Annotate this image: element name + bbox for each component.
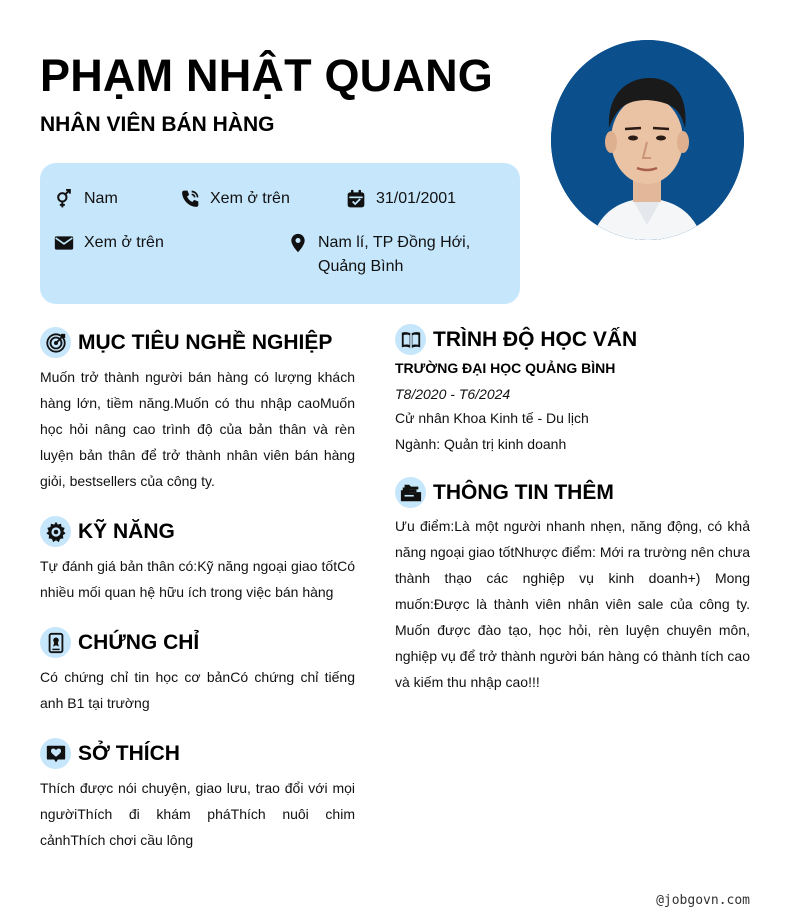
certificates-title: CHỨNG CHỈ	[78, 630, 200, 654]
objective-line: giỏi, bestsellers của công ty.	[40, 473, 215, 489]
gender-value: Nam	[84, 190, 118, 207]
objective-line: Muốn trở thành người bán hàng có lượng khách	[40, 369, 355, 385]
profile-photo	[551, 40, 744, 240]
portrait-image	[551, 40, 744, 240]
additional-section-header	[395, 477, 614, 508]
gender-icon	[53, 187, 75, 211]
education-degree: Cử nhân Khoa Kinh tế - Du lịch	[395, 410, 589, 426]
additional-title: THÔNG TIN THÊM	[433, 480, 614, 504]
skills-section-header	[40, 516, 175, 547]
hobbies-line: Thích được nói chuyện, giao lưu, trao đổi với mọi	[40, 780, 355, 796]
additional-line: Ưu điểm:Là một người nhanh nhẹn, năng động, có khả	[395, 518, 750, 534]
address-value	[318, 231, 470, 279]
skills-line: nhiều mối quan hệ hữu ích trong việc bán hàng	[40, 584, 334, 600]
skills-title: KỸ NĂNG	[78, 519, 175, 543]
email-item	[53, 231, 164, 255]
certificates-line: Có chứng chỉ tin học cơ bảnCó chứng chỉ tiếng	[40, 669, 355, 685]
email-value: Xem ở trên	[84, 234, 164, 251]
education-period: T8/2020 - T6/2024	[395, 386, 511, 402]
address-line-2: Quảng Bình	[318, 258, 404, 275]
objective-text	[40, 364, 355, 494]
skills-line: Tự đánh giá bản thân có:Kỹ năng ngoại giao tốtCó	[40, 558, 355, 574]
email-icon	[53, 231, 75, 255]
candidate-name: PHẠM NHẬT QUANG	[40, 50, 493, 101]
contact-info-box	[40, 163, 520, 304]
book-icon	[395, 324, 426, 355]
objective-line: hàng lớn, tiềm năng.Muốn có thu nhập caoMuốn	[40, 395, 355, 411]
birthday-value: 31/01/2001	[376, 190, 457, 207]
hobbies-section-header	[40, 738, 180, 769]
hobbies-text	[40, 775, 355, 853]
objective-line: học hỏi nâng cao trình độ của bản thân và rèn	[40, 421, 355, 437]
education-title: TRÌNH ĐỘ HỌC VẤN	[433, 327, 638, 351]
objective-title: MỤC TIÊU NGHỀ NGHIỆP	[78, 330, 333, 354]
certificates-line: anh B1 tại trường	[40, 695, 150, 711]
additional-line: nghiệp vụ để trở thành người bán hàng có thành tích cao	[395, 648, 750, 664]
certificate-icon	[40, 627, 71, 658]
address-item	[287, 231, 470, 279]
additional-line: muốn:Được là thành viên nhân viên sale của công ty.	[395, 596, 750, 612]
additional-line: thành thạo các nghiệp vụ kinh doanh+) Mong	[395, 570, 750, 586]
phone-item	[179, 187, 290, 211]
job-position: NHÂN VIÊN BÁN HÀNG	[40, 113, 275, 136]
education-major: Ngành: Quản trị kinh doanh	[395, 436, 567, 452]
additional-line: năng ngoại giao tốtNhược điểm: Mới ra trường nên chưa	[395, 544, 750, 560]
gear-icon	[40, 516, 71, 547]
objective-line: luyện bản thân để trở thành nhân viên bán hàng	[40, 447, 355, 463]
birthday-item	[345, 187, 456, 211]
phone-icon	[179, 187, 201, 211]
additional-text	[395, 513, 750, 695]
hobbies-title: SỞ THÍCH	[78, 741, 180, 765]
certificates-section-header	[40, 627, 199, 658]
education-section-header	[395, 324, 637, 355]
hobbies-line: cảnhThích chơi cầu lông	[40, 832, 194, 848]
folder-icon	[395, 477, 426, 508]
certificates-text	[40, 664, 355, 716]
phone-value: Xem ở trên	[210, 190, 290, 207]
footer-watermark: @jobgovn.com	[656, 893, 750, 908]
address-line-1: Nam lí, TP Đồng Hới,	[318, 234, 471, 251]
heart-chat-icon	[40, 738, 71, 769]
hobbies-line: ngườiThích đi khám pháThích nuôi chim	[40, 806, 355, 822]
target-icon	[40, 327, 71, 358]
additional-line: và kiếm thu nhập cao!!!	[395, 674, 540, 690]
objective-section-header	[40, 327, 332, 358]
education-school: TRƯỜNG ĐẠI HỌC QUẢNG BÌNH	[395, 360, 616, 376]
additional-line: Muốn được đào tạo, học hỏi, rèn luyện chuyên môn,	[395, 622, 750, 638]
calendar-icon	[345, 187, 367, 211]
skills-text	[40, 553, 355, 605]
location-pin-icon	[287, 231, 309, 255]
gender-item	[53, 187, 118, 211]
